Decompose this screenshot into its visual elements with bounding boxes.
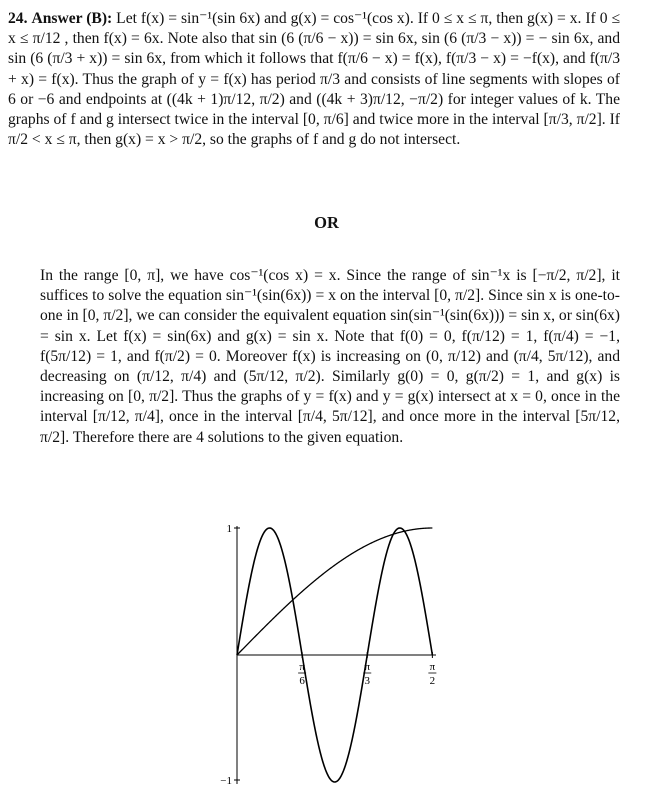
y-tick-label-top: 1 xyxy=(226,523,232,535)
answer-label: Answer (B): xyxy=(31,10,113,27)
x-tick-label-denominator: 2 xyxy=(429,675,436,687)
y-tick-label-bottom: −1 xyxy=(220,775,232,787)
solution-paragraph-1 xyxy=(8,9,620,150)
graph-svg xyxy=(222,522,442,798)
x-tick-label-denominator: 6 xyxy=(299,675,305,687)
curve-sin-x xyxy=(237,528,432,655)
solution-text-1: Let f(x) = sin⁻¹(sin 6x) and g(x) = cos⁻¹(cos x). If 0 ≤ x ≤ π, then g(x) = x. If 0 ≤ x ≤ π/12 , then f(x) = 6x. Note also that sin (6 (π/6 − x)) = sin 6x, sin (6 (π/3 − x)) = − sin 6x, and sin (6 (π/3 + x)) = sin 6x, from which it follows that f(π/6 − x) = f(x), f(π/3 − x) = −f(x), and f(π/3 + x) = f(x). Thus the graph of y = f(x) has period π/3 and consists of line segments with slopes of 6 or −6 and endpoints at ((4k + 1)π/12, π/2) and ((4k + 3)π/12, −π/2) for integer values of k. The graphs of f and g intersect twice in the interval [0, π/6] and twice more in the interval [π/3, π/2]. If π/2 < x ≤ π, then g(x) = x > π/2, so the graphs of f and g do not intersect. xyxy=(8,10,620,149)
function-graph xyxy=(222,522,442,798)
or-separator: OR xyxy=(314,213,339,232)
x-tick-label-denominator: 3 xyxy=(364,675,370,687)
x-tick-label-numerator: π xyxy=(299,661,305,673)
x-tick-label-numerator: π xyxy=(429,661,436,673)
x-tick-label-numerator: π xyxy=(364,661,371,673)
solution-paragraph-2: In the range [0, π], we have cos⁻¹(cos x) = x. Since the range of sin⁻¹x is [−π/2, π/2], it suffices to solve the equation sin⁻¹(sin(6x)) = x on the interval [0, π/2]. Since sin x is one-to-one in [0, π/2], we can consider the equivalent equation sin(sin⁻¹(sin(6x))) = sin x, or sin(6x) = sin x. Let f(x) = sin(6x) and g(x) = sin x. Note that f(0) = 0, f(π/12) = 1, f(π/4) = −1, f(5π/12) = 1, and f(π/2) = 0. Moreover f(x) is increasing on (0, π/12) and (π/4, 5π/12), and decreasing on (π/12, π/4) and (5π/12, π/2). Similarly g(0) = 0, g(π/2) = 1, and g(x) is increasing on [0, π/2]. Thus the graphs of y = f(x) and y = g(x) intersect at x = 0, once in the interval [π/12, π/4], once in the interval [π/4, 5π/12], and once more in the interval [5π/12, π/2]. Therefore there are 4 solutions to the given equation. xyxy=(40,267,620,446)
problem-number: 24. xyxy=(8,10,28,27)
